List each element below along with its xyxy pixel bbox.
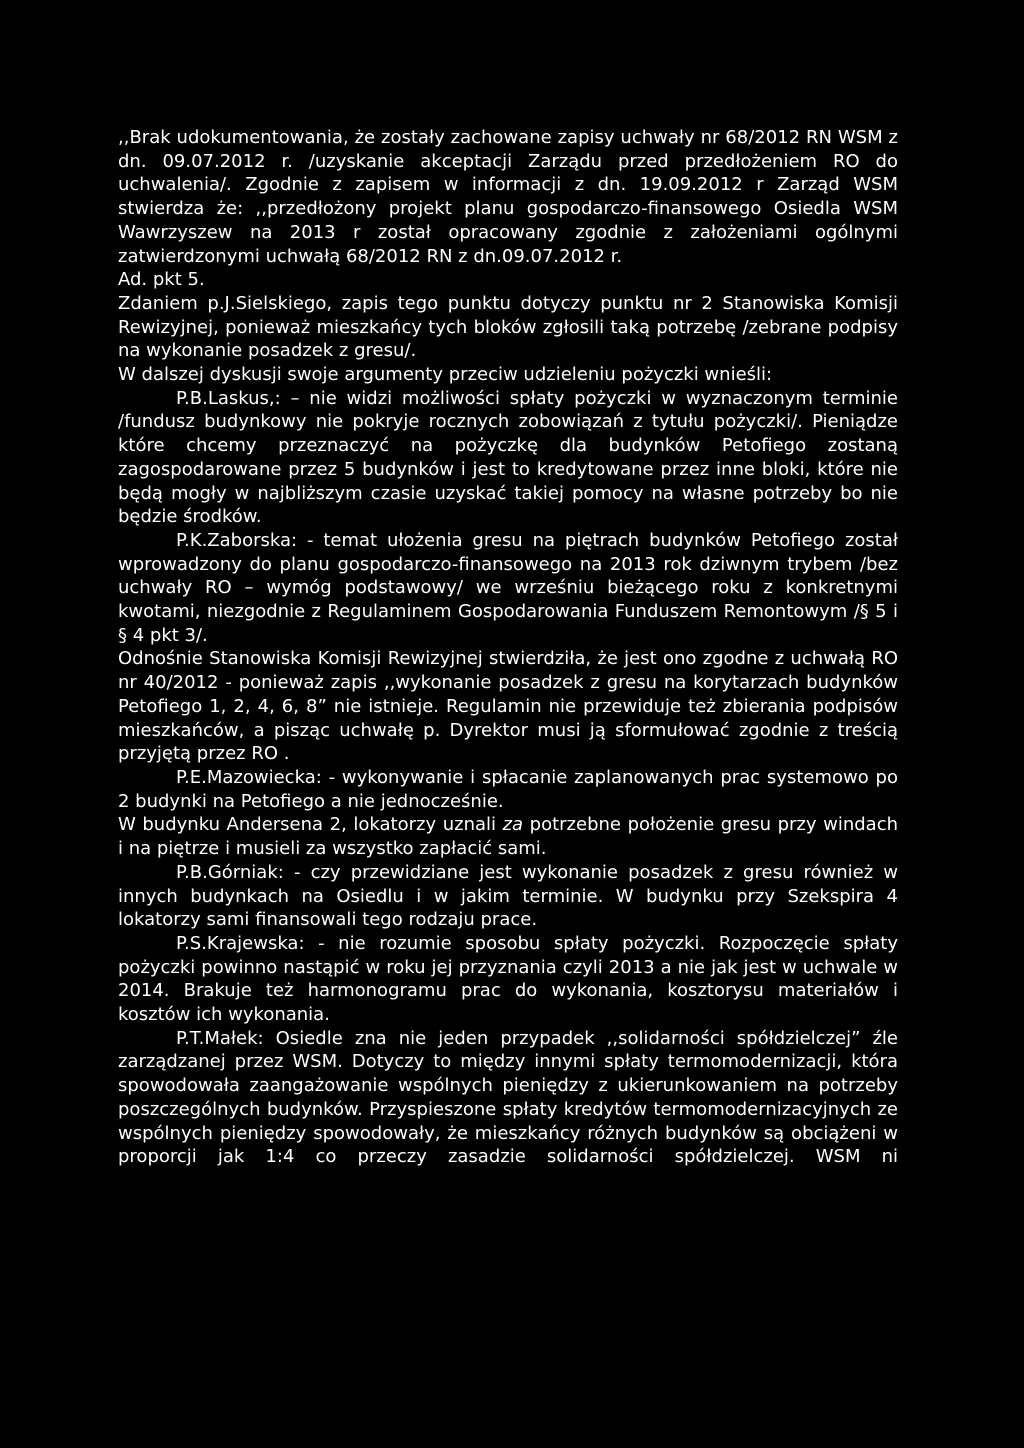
- paragraph-sielski: Zdaniem p.J.Sielskiego, zapis tego punktu dotyczy punktu nr 2 Stanowiska Komisji Rewizyjnej, ponieważ mieszkańcy tych bloków zgłosili taką potrzebę /zebrane podpisy na wykonanie posadzek z gresu/.: [118, 292, 898, 362]
- paragraph-heading-ad-pkt-5: Ad. pkt 5.: [118, 269, 205, 291]
- paragraph-quote-uchwala: ,,Brak udokumentowania, że zostały zachowane zapisy uchwały nr 68/2012 RN WSM z dn. 09.07.2012 r. /uzyskanie akceptacji Zarządu przed przedłożeniem RO do uchwalenia/. Zgodnie z zapisem w informacji z dn. 19.09.2012 r Zarząd WSM stwierdza że: ,,przedłożony projekt planu gospodarczo-finansowego Osiedla WSM Wawrzyszew na 2013 r został opracowany zgodnie z założeniami ogólnymi zatwierdzonymi uchwałą 68/2012 RN z dn.09.07.2012 r.: [118, 127, 898, 267]
- andersena-italic-word: za: [502, 814, 524, 836]
- paragraph-malek: P.T.Małek: Osiedle zna nie jeden przypadek ,,solidarności spółdzielczej” źle zarządzanej przez WSM. Dotyczy to między innymi spłaty termomodernizacji, która spowodowała zaangażowanie wspólnych pieniędzy z ukierunkowaniem na potrzeby poszczególnych budynków. Przyspieszone spłaty kredytów termomodernizacyjnych ze wspólnych pieniędzy spowodowały, że mieszkańcy różnych budynków są obciążeni w proporcji jak 1:4 co przeczy zasadzie solidarności spółdzielczej. WSM ni: [118, 1027, 898, 1168]
- paragraph-laskus: P.B.Laskus,: – nie widzi możliwości spłaty pożyczki w wyznaczonym terminie /fundusz budynkowy nie pokryje rocznych zobowiązań z tytułu pożyczki/. Pieniądze które chcemy przeznaczyć na pożyczkę dla budynków Petofiego zostaną zagospodarowane przez 5 budynków i jest to kredytowane przez inne bloki, które nie będą mogły w najbliższym czasie uzyskać takiej pomocy na własne potrzeby bo nie będzie środków.: [118, 387, 898, 528]
- paragraph-dalsza-dyskusja: W dalszej dyskusji swoje argumenty przeciw udzieleniu pożyczki wnieśli:: [118, 364, 773, 386]
- andersena-text-before: W budynku Andersena 2, lokatorzy uznali: [118, 814, 503, 836]
- paragraph-krajewska: P.S.Krajewska: - nie rozumie sposobu spłaty pożyczki. Rozpoczęcie spłaty pożyczki powinno nastąpić w roku jej przyznania czyli 2013 a nie jak jest w uchwale w 2014. Brakuje też harmonogramu prac do wykonania, kosztorysu materiałów i kosztów ich wykonania.: [118, 932, 898, 1026]
- paragraph-mazowiecka: P.E.Mazowiecka: - wykonywanie i spłacanie zaplanowanych prac systemowo po 2 budynki na Petofiego a nie jednocześnie.: [118, 766, 898, 812]
- paragraph-andersena: [118, 813, 898, 860]
- paragraph-komisja-rewizyjna: Odnośnie Stanowiska Komisji Rewizyjnej stwierdziła, że jest ono zgodne z uchwałą RO nr 40/2012 - ponieważ zapis ,,wykonanie posadzek z gresu na korytarzach budynków Petofiego 1, 2, 4, 6, 8” nie istnieje. Regulamin nie przewiduje też zbierania podpisów mieszkańców, a pisząc uchwałę p. Dyrektor musi ją sformułować zgodnie z treścią przyjętą przez RO .: [118, 648, 898, 765]
- document-page: [118, 126, 898, 1169]
- paragraph-gorniak: P.B.Górniak: - czy przewidziane jest wykonanie posadzek z gresu również w innych budynkach na Osiedlu i w jakim terminie. W budynku przy Szekspira 4 lokatorzy sami finansowali tego rodzaju prace.: [118, 861, 898, 931]
- andersena-text-after: potrzebne położenie gresu przy windach i na piętrze i musieli za wszystko zapłacić sami.: [118, 814, 898, 860]
- paragraph-zaborska: P.K.Zaborska: - temat ułożenia gresu na piętrach budynków Petofiego został wprowadzony do planu gospodarczo-finansowego na 2013 rok dziwnym trybem /bez uchwały RO – wymóg podstawowy/ we wrześniu bieżącego roku z konkretnymi kwotami, niezgodnie z Regulaminem Gospodarowania Funduszem Remontowym /§ 5 i § 4 pkt 3/.: [118, 529, 898, 646]
